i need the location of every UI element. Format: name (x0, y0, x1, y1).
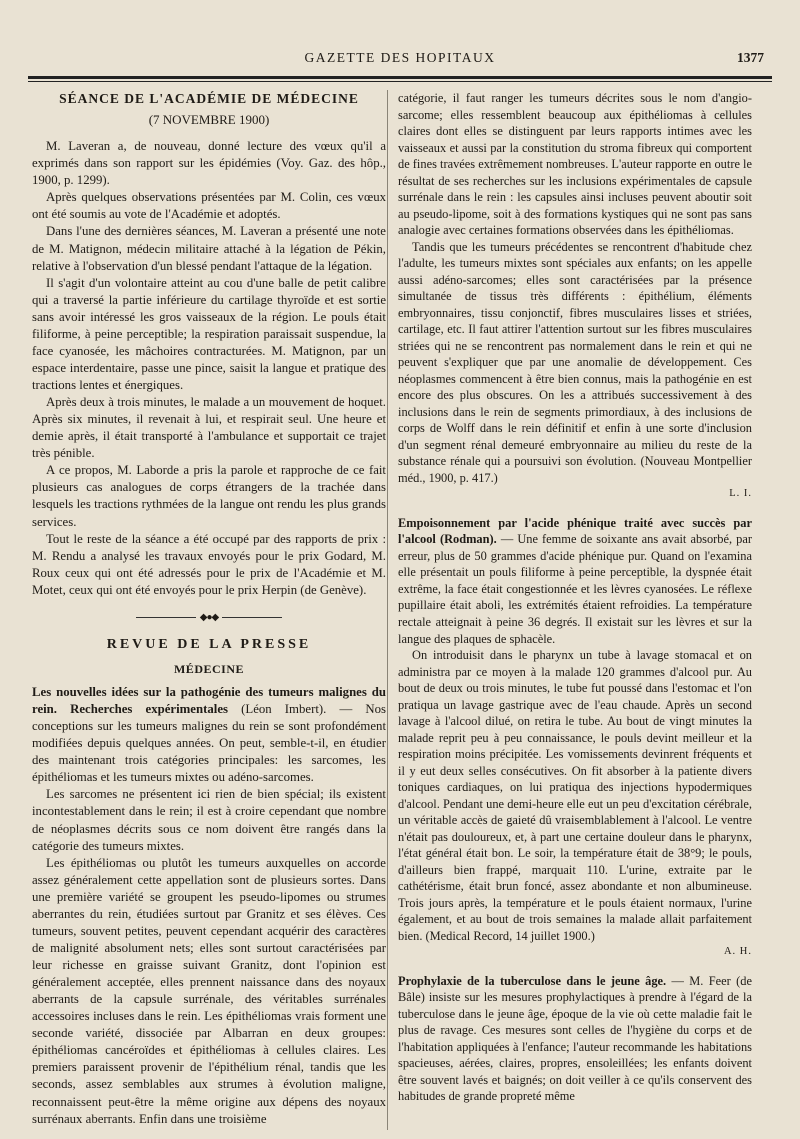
academy-date: (7 NOVEMBRE 1900) (148, 112, 270, 128)
paragraph: Dans l'une des dernières séances, M. Laveran a présenté une note de M. Matignon, médecin militaire attaché à la légation de Pékin, relative à l'observation d'un blessé pendant l'attaque de la légation. (32, 224, 386, 273)
header-rule-thick (28, 76, 772, 79)
press-title: REVUE DE LA PRESSE (106, 636, 312, 652)
article-2-lead: — Une femme de soixante ans avait absorbé, par erreur, plus de 50 grammes d'acide phénique pur. Quand on l'examina elle présentait un pouls filiforme à peine perceptible, la dyspnée était extrême, la face était congestionnée et les lèvres cyanosées. Le réflexe pupillaire était aboli, les extrémités étaient refroidies. La température rectale atteignait à peine 36 degrés. Il existait sur les lèvres et sur la langue des plaques de sphacèle. (398, 532, 752, 646)
page-number: 1377 (737, 50, 764, 65)
header-rule-thin (28, 81, 772, 82)
paragraph: Après deux à trois minutes, le malade a un mouvement de hoquet. Après six minutes, il revenait à lui, et respirait seul. Une heure et demie après, il était transporté à l'ambulance et supportait ce trajet très pénible. (32, 395, 386, 461)
paragraph: Tout le reste de la séance a été occupé par des rapports de prix : M. Rendu a analysé les travaux envoyés pour le prix Godard, M. Roux ceux qui ont été adressés pour le prix de l'Académie et M. Motet, ceux qui ont été envoyés pour le prix Herpin (de Genève). (32, 531, 386, 597)
paragraph: Après quelques observations présentées par M. Colin, ces vœux ont été soumis au vote de l'Académie et adoptés. (32, 190, 386, 222)
academy-title: SÉANCE DE L'ACADÉMIE DE MÉDECINE (59, 91, 359, 106)
article-1-author: (Léon Imbert). (241, 702, 327, 717)
signature: L. I. (729, 488, 752, 500)
article-3-lead: — M. Feer (de Bâle) insiste sur les mesures prophylactiques à prendre à l'égard de la tuberculose dans le jeune âge, époque de la vie où cette maladie fait le plus de ravage. Ces mesures sont celles de l'hygiène du corps et de l'habitation appliquées à l'enfance; l'auteur recommande les habitations spacieuses, aérées, claires, propres, ensoleillées; les enfants doivent être souvent lavés et baignés; on doit veiller à ce qu'ils conservent des habitudes de grande propreté même (398, 973, 752, 1104)
article-1-title: Les nouvelles idées sur la pathogénie des tumeurs malignes du rein. Recherches expérimentales (32, 685, 386, 717)
paragraph: Tandis que les tumeurs précédentes se rencontrent d'habitude chez l'adulte, les tumeurs mixtes sont spéciales aux enfants; on les appelle aussi adéno-sarcomes; elles sont caractérisées par la présence simultanée de tissus très différents : épithélium, éléments embryonnaires, tissu conjonctif, fibres musculaires lisses et striées, cartilage, etc. Il faut attirer l'attention surtout sur les fibres musculaires striées qui ne se rencontrent pas normalement dans le rein et qui ne peuvent s'expliquer que par une anomalie de développement. Ces néoplasmes commencent à être bien connus, mais la pathogénie en est encore des plus obscures. On les a attribués successivement à des inclusions dans le rein de segments primordiaux, à des inclusions de corps de Wolff dans le rein définitif et enfin à une sorte d'inclusion d'un segment rénal demeuré embryonnaire au milieu du reste de la substance rénale qui a poursuivi son évolution. (Nouveau Montpellier méd., 1900, p. 417.) (398, 239, 752, 485)
article-1-lead: — Nos conceptions sur les tumeurs malignes du rein se sont profondément modifiées depuis quelques années. On peut, semble-t-il, en étudier des maintenant trois catégories principales: les sarcomes, les épithéliomas et les tumeurs mixtes ou adéno-sarcomes. (32, 702, 387, 785)
page-header (28, 48, 772, 74)
column-divider (387, 90, 388, 1130)
paragraph: Les épithéliomas ou plutôt les tumeurs auxquelles on accorde assez généralement cette appellation sont de plusieurs sortes. Dans une première variété se groupent les pseudo-lipomes ou strumes aberrantes du rein, étudiées surtout par Granitz et ses élèves. Ces tumeurs, souvent petites, peuvent cependant acquérir des caractères de malignité absolument nets; elles sont surtout caractérisées par leur richesse en graisse suivant Granitz, dont l'opinion est généralement acceptée, elles prennent naissance dans des noyaux aberrants de la capsule surrénale, des véritables surrénales accessoires incluses dans le rein. Les épithéliomas vrais forment une seconde variété, dissociée par Albarran en deux groupes: épithéliomas cancéroïdes et épithéliomas à cellules claires. Les premiers paraissent provenir de l'épithélium rénal, tandis que les seconds, assez semblables aux strumes à évolution maligne, reconnaissent peut-être la même origine aux dépens des noyaux surrénaux aberrants. Enfin dans une troisième (32, 855, 386, 1126)
paragraph: Il s'agit d'un volontaire atteint au cou d'une balle de petit calibre qui a traversé la partie inférieure du cartilage thyroïde et est sortie sans avoir intéressé les gros vaisseaux de la région. Le pouls était filiforme, à peine perceptible; la respiration paraissait suspendue, la face cyanosée, les mâchoires contracturées. M. Matignon, par un espace interdentaire, passe une pince, saisit la langue et pratique des tractions lentes et énergiques. (32, 275, 386, 392)
paragraph: On introduisit dans le pharynx un tube à lavage stomacal et on administra par ce moyen à la malade 120 grammes d'alcool pur. Au bout de deux ou trois minutes, le tube fut poussé dans l'estomac et l'on pratiqua un lavage gastrique avec de l'eau chaude. Après un second lavage à l'alcool dilué, on retira le tube. Au bout de vingt minutes la malade reprit peu à peu connaissance, le pouls devint meilleur et la respiration moins précipitée. Les vomissements devinrent fréquents et il y eut deux selles consécutives. On fit absorber à la patiente divers toniques cardiaques, on lui pratiqua des injections hypodermiques d'alcool. Pendant une demi-heure elle eut un peu d'excitation cérébrale, un véritable accès de gaieté dû vraisemblablement à l'alcool. Le ventre n'était pas douloureux, et, à part une certaine douleur dans le pharynx, l'état général était bon. Le soir, la température était de 38°9; le pouls, d'ailleurs bien frappé, marquait 110. L'urine, extraite par le cathétérisme, était brun foncé, assez abondante et non albumineuse. Trois jours après, la température et le pouls étaient normaux, l'urine également, et au bout de trois semaines la malade allait parfaitement bien. (Medical Record, 14 juillet 1900.) (398, 648, 752, 943)
section-divider: ◆●◆ (32, 609, 386, 626)
article-2-author: (Rodman). (439, 532, 497, 547)
journal-title: GAZETTE DES HOPITAUX (304, 50, 496, 65)
paragraph: Les sarcomes ne présentent ici rien de bien spécial; ils existent incontestablement dans le rein; il est à croire cependant que nombre de néoplasmes décrits sous ce nom doivent être rangés dans la catégorie des tumeurs mixtes. (32, 787, 386, 853)
article-3-title: Prophylaxie de la tuberculose dans le jeune âge. (398, 973, 667, 988)
left-column (32, 90, 386, 1128)
paragraph: M. Laveran a, de nouveau, donné lecture des vœux qu'il a exprimés dans son rapport sur les épidémies (Voy. Gaz. des hôp., 1900, p. 1299). (32, 139, 386, 188)
paragraph: A ce propos, M. Laborde a pris la parole et rapproche de ce fait plusieurs cas analogues de corps étrangers de la trachée dans lesquels les tractions rythmées de la langue ont rendu les plus grands services. (32, 463, 386, 529)
right-column (398, 90, 752, 1105)
article-2-intro (398, 515, 752, 647)
paragraph: catégorie, il faut ranger les tumeurs décrites sous le nom d'angio-sarcome; elles ressemblent beaucoup aux épithéliomas à cellules claires dont elles se distinguent par leurs rapports intimes avec les vaisseaux et aussi par la constitution du stroma fibreux qui comportent de fines travées extrêmement nombreuses. L'auteur rapporte en outre le résultat de ses recherches sur les inclusions expérimentales de capsule surrénale dans le rein : les capsules ainsi incluses peuvent aboutir soit au pseudo-lipome, soit à des formations kystiques qui ne sont pas sans analogie avec certaines formations observées dans les épithéliomas. (398, 91, 752, 238)
press-subtitle: MÉDECINE (173, 661, 244, 676)
article-3-intro (398, 973, 752, 1105)
article-2-title: Empoisonnement par l'acide phénique traité avec succès par l'alcool (398, 515, 752, 547)
article-1-intro (32, 684, 386, 786)
signature: A. H. (723, 946, 752, 958)
